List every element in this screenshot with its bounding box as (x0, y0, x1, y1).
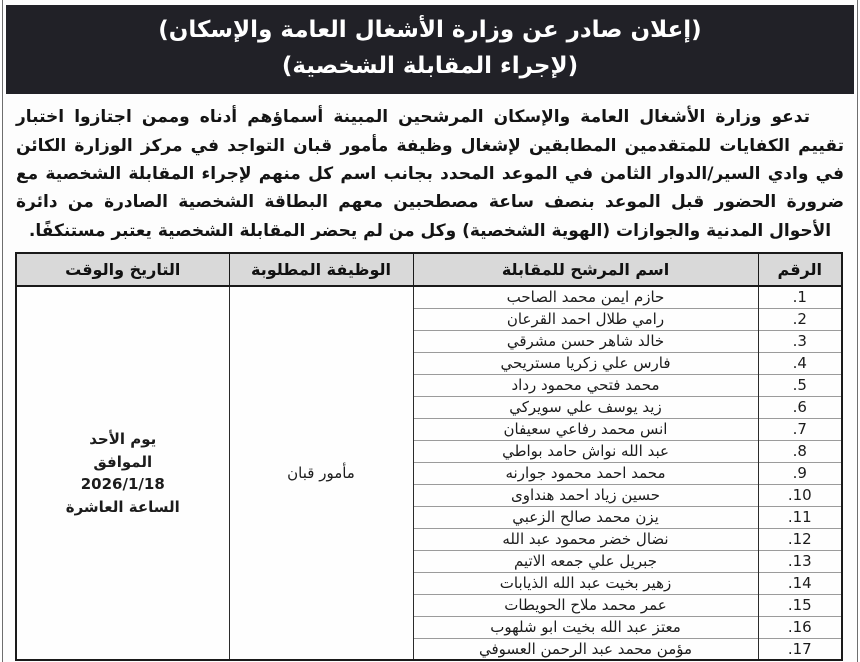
candidate-number: 17. (758, 638, 842, 660)
candidate-number: 6. (758, 396, 842, 418)
candidate-name: رامي طلال احمد القرعان (413, 308, 758, 330)
job-title-cell: مأمور قبان (229, 286, 413, 660)
candidate-number: 3. (758, 330, 842, 352)
candidate-name: حسين زياد احمد هنداوى (413, 484, 758, 506)
candidate-name: جبريل علي جمعه الاتيم (413, 550, 758, 572)
candidate-number: 12. (758, 528, 842, 550)
candidate-number: 15. (758, 594, 842, 616)
candidate-number: 8. (758, 440, 842, 462)
candidate-name: زيد يوسف علي سويركي (413, 396, 758, 418)
candidate-name: محمد فتحي محمود رداد (413, 374, 758, 396)
candidate-number: 1. (758, 286, 842, 308)
candidate-number: 10. (758, 484, 842, 506)
candidate-name: مؤمن محمد عبد الرحمن العسوفي (413, 638, 758, 660)
candidate-name: يزن محمد صالح الزعبي (413, 506, 758, 528)
header-number: الرقم (758, 253, 842, 286)
candidates-tbody (16, 286, 842, 660)
candidate-number: 5. (758, 374, 842, 396)
candidate-name: نضال خضر محمود عبد الله (413, 528, 758, 550)
candidate-name: عمر محمد ملاح الحويطات (413, 594, 758, 616)
candidate-name: انس محمد رفاعي سعيفان (413, 418, 758, 440)
announcement-page (2, 0, 858, 662)
candidate-number: 14. (758, 572, 842, 594)
header-job: الوظيفة المطلوبة (229, 253, 413, 286)
candidates-table (15, 252, 843, 661)
candidate-name: معتز عبد الله بخيت ابو شلهوب (413, 616, 758, 638)
table-head (16, 253, 842, 286)
candidate-number: 4. (758, 352, 842, 374)
candidate-number: 7. (758, 418, 842, 440)
table-row (16, 286, 842, 308)
candidate-name: خالد شاهر حسن مشرقي (413, 330, 758, 352)
candidate-number: 11. (758, 506, 842, 528)
candidate-number: 16. (758, 616, 842, 638)
candidate-name: محمد احمد محمود جوارنه (413, 462, 758, 484)
header-row (16, 253, 842, 286)
schedule-cell: يوم الأحد الموافق 2026/1/18 الساعة العاشرة (16, 286, 229, 660)
candidate-name: حازم ايمن محمد الصاحب (413, 286, 758, 308)
header-datetime: التاريخ والوقت (16, 253, 229, 286)
candidate-number: 2. (758, 308, 842, 330)
announcement-title (6, 5, 854, 94)
header-candidate-name: اسم المرشح للمقابلة (413, 253, 758, 286)
intro-paragraph: تدعو وزارة الأشغال العامة والإسكان المرشحين المبينة أسماؤهم أدناه وممن اجتازوا اختبار تقييم الكفايات للمتقدمين المطابقين لإشغال وظيفة مأمور قبان التواجد في مركز الوزارة الكائن في وادي السير/الدوار الثامن في الموعد المحدد بجانب اسم كل منهم لإجراء المقابلة الشخصية مع ضرورة الحضور قبل الموعد بنصف ساعة مصطحبين معهم البطاقة الشخصية الصادرة من دائرة الأحوال المدنية والجوازات (الهوية الشخصية) وكل من لم يحضر المقابلة الشخصية يعتبر مستنكفًا. (16, 107, 844, 241)
title-line-2: (لإجراء المقابلة الشخصية) (281, 52, 579, 79)
candidate-name: زهير بخيت عبد الله الذيابات (413, 572, 758, 594)
candidate-name: فارس علي زكريا مستريحي (413, 352, 758, 374)
candidate-name: عبد الله نواش حامد بواطي (413, 440, 758, 462)
title-line-1: (إعلان صادر عن وزارة الأشغال العامة والإسكان) (158, 17, 702, 43)
candidate-number: 13. (758, 550, 842, 572)
candidate-number: 9. (758, 462, 842, 484)
